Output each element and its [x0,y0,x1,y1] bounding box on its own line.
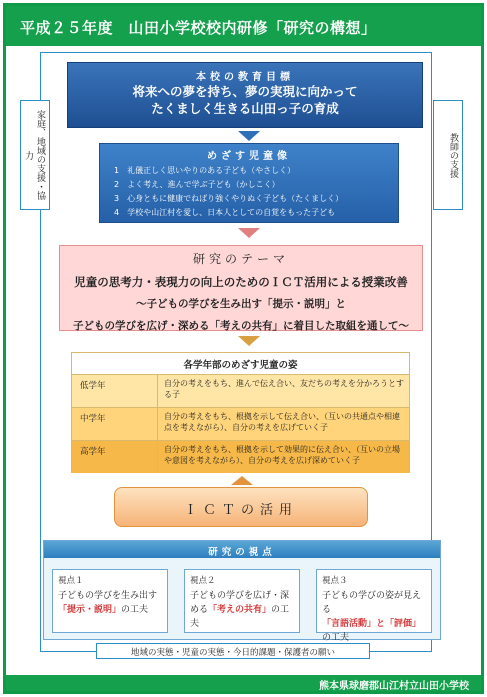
grade-name: 中学年 [72,408,158,440]
teacher-support: 教師の支援 [433,100,463,210]
viewpoint-text: 子どもの学びを広げ・深める [190,591,290,615]
table-row [72,374,409,407]
grade-name: 高学年 [72,441,158,473]
table-row [72,407,409,440]
research-theme-heading: 研究のテーマ [192,252,289,266]
research-theme-sub2: 子どもの学びを広げ・深める「考えの共有」に着目した取組を通して～ [73,320,409,332]
arrow-up-icon [231,476,253,485]
page-title: 平成２５年度 山田小学校校内研修「研究の構想」 [6,6,481,46]
viewpoint-text: の工夫 [121,605,149,615]
viewpoint-text: の工夫 [190,605,290,629]
school-goal-box [67,62,423,128]
background-factors: 地域の実態・児童の実態・今日的課題・保護者の願い [96,643,370,659]
research-theme-box [59,245,423,331]
arrow-down-icon [238,336,260,346]
school-name-footer: 熊本県球磨郡山江村立山田小学校 [6,675,481,691]
target-children-box [99,143,399,223]
list-item: 4 学校や山江村を愛し、日本人としての自覚をもった子ども [114,208,336,217]
grade-goals-heading: 各学年部のめざす児童の姿 [72,353,409,374]
viewpoint-3 [316,569,432,643]
school-goal-line2: たくましく生きる山田っ子の育成 [151,101,339,116]
viewpoint-emphasis: 「考えの共有」 [208,605,272,615]
viewpoint-text: 子どもの学びを生み出す [58,591,158,601]
target-children-heading: めざす児童像 [207,151,291,162]
research-viewpoints-heading: 研究の視点 [44,541,440,558]
school-goal-line1: 将来への夢を持ち、夢の実現に向かって [132,84,358,99]
viewpoint-2 [184,569,300,633]
research-theme-sub1: ～子どもの学びを生み出す「提示・説明」と [136,298,346,310]
viewpoint-number: 視点２ [190,576,216,586]
list-item: 2 よく考え、進んで学ぶ子ども（かしこく） [114,180,280,189]
viewpoint-number: 視点３ [322,576,348,586]
grade-goal: 自分の考えをもち、根拠を示して効果的に伝え合い、（互いの立場や意図を考えながら）、自分の考えを広げ深めていく子 [164,445,400,465]
family-community-support: 家庭、地域の支援・協力 [20,100,50,210]
viewpoint-1 [52,569,168,633]
target-children-list [100,164,398,220]
grade-goals-table [71,352,410,473]
grade-name: 低学年 [72,375,158,407]
viewpoint-text: の工夫 [322,633,350,643]
viewpoint-emphasis: 「提示・説明」 [58,605,122,615]
school-goal-heading: 本校の教育目標 [196,72,294,83]
research-theme-main: 児童の思考力・表現力の向上のためのＩＣＴ活用による授業改善 [74,275,408,289]
grade-goal: 自分の考えをもち、根拠を示して伝え合い、（互いの共通点や相違点を考えながら）、自分の考えを広げていく子 [164,412,400,432]
list-item: 3 心身ともに健康でねばり強くやりぬく子ども（たくましく） [114,194,344,203]
research-viewpoints-box [43,540,441,643]
viewpoint-text: 子どもの学びの姿が見える [322,591,422,615]
arrow-down-icon [238,131,260,141]
grade-goal: 自分の考えをもち、進んで伝え合い、友だちの考えを分かろうとする子 [164,379,404,399]
arrow-down-icon [238,228,260,238]
list-item: 1 礼儀正しく思いやりのある子ども（やさしく） [114,166,296,175]
ict-use-box: ＩＣＴの活用 [114,487,368,527]
table-row [72,440,409,473]
viewpoint-number: 視点１ [58,576,84,586]
viewpoint-emphasis: 「言語活動」と「評価」 [322,619,422,629]
